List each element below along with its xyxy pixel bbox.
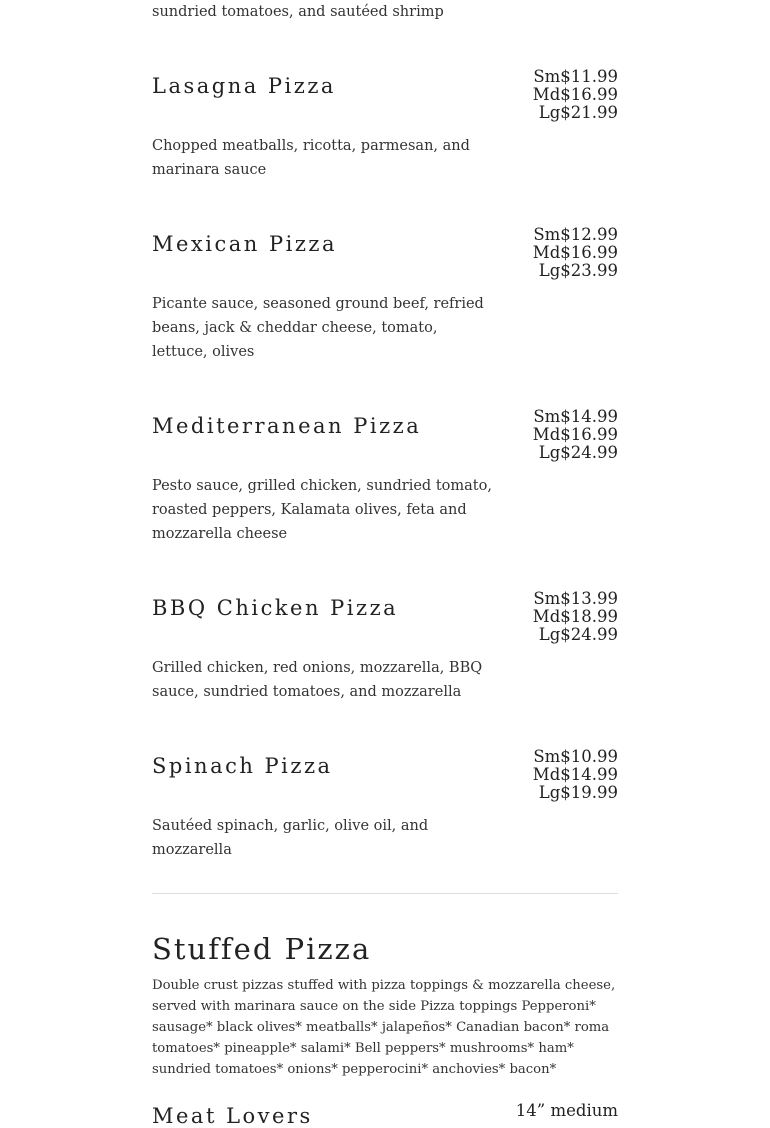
menu-item-meat-lovers-size: 14” medium bbox=[515, 1101, 618, 1120]
price-small: Sm$10.99 bbox=[533, 747, 618, 766]
price-medium: Md$16.99 bbox=[532, 85, 618, 104]
item-name: Mexican Pizza bbox=[152, 232, 337, 256]
section-description: Double crust pizzas stuffed with pizza toppings & mozzarella cheese, served with marinara sauce on the side Pizza toppings Pepperoni* sausage* black olives* meatballs* jalapeños* Canadian bacon* roma tomatoes* pineapple* salami* Bell peppers* mushrooms* ham* sundried tomatoes* onions* pepperocini* anchovies* bacon* bbox=[152, 978, 616, 1077]
item-name: Mediterranean Pizza bbox=[152, 414, 422, 438]
item-description: Grilled chicken, red onions, mozzarella, BBQ sauce, sundried tomatoes, and mozzarella bbox=[152, 660, 483, 700]
item-name: Spinach Pizza bbox=[152, 754, 333, 778]
item-prices bbox=[533, 748, 618, 802]
item-name: BBQ Chicken Pizza bbox=[152, 596, 399, 620]
top-description-fragment: sundried tomatoes, and sautéed shrimp bbox=[152, 4, 444, 20]
price-medium: Md$18.99 bbox=[532, 607, 618, 626]
price-large: Lg$19.99 bbox=[538, 783, 618, 802]
price-medium: Md$14.99 bbox=[532, 765, 618, 784]
price-small: Sm$14.99 bbox=[533, 407, 618, 426]
price-medium: Md$16.99 bbox=[532, 425, 618, 444]
price-large: Lg$24.99 bbox=[538, 443, 618, 462]
price-small: Sm$13.99 bbox=[533, 589, 618, 608]
price-large: Lg$23.99 bbox=[538, 261, 618, 280]
item-prices bbox=[533, 226, 618, 280]
item-prices bbox=[533, 590, 618, 644]
price-small: Sm$12.99 bbox=[533, 225, 618, 244]
item-description: Sautéed spinach, garlic, olive oil, and mozzarella bbox=[152, 818, 429, 858]
item-description: Pesto sauce, grilled chicken, sundried tomato, roasted peppers, Kalamata olives, feta and mozzarella cheese bbox=[152, 478, 492, 542]
price-large: Lg$21.99 bbox=[538, 103, 618, 122]
item-prices bbox=[533, 408, 618, 462]
price-medium: Md$16.99 bbox=[532, 243, 618, 262]
item-name: Lasagna Pizza bbox=[152, 74, 336, 98]
menu-item-meat-lovers-name: Meat Lovers bbox=[152, 1104, 313, 1128]
item-description: Picante sauce, seasoned ground beef, refried beans, jack & cheddar cheese, tomato, lettuce, olives bbox=[152, 296, 484, 360]
price-small: Sm$11.99 bbox=[533, 67, 618, 86]
section-title-stuffed-pizza: Stuffed Pizza bbox=[152, 932, 372, 966]
price-large: Lg$24.99 bbox=[538, 625, 618, 644]
item-prices bbox=[533, 68, 618, 122]
section-divider bbox=[152, 893, 618, 894]
item-description: Chopped meatballs, ricotta, parmesan, and marinara sauce bbox=[152, 138, 470, 178]
